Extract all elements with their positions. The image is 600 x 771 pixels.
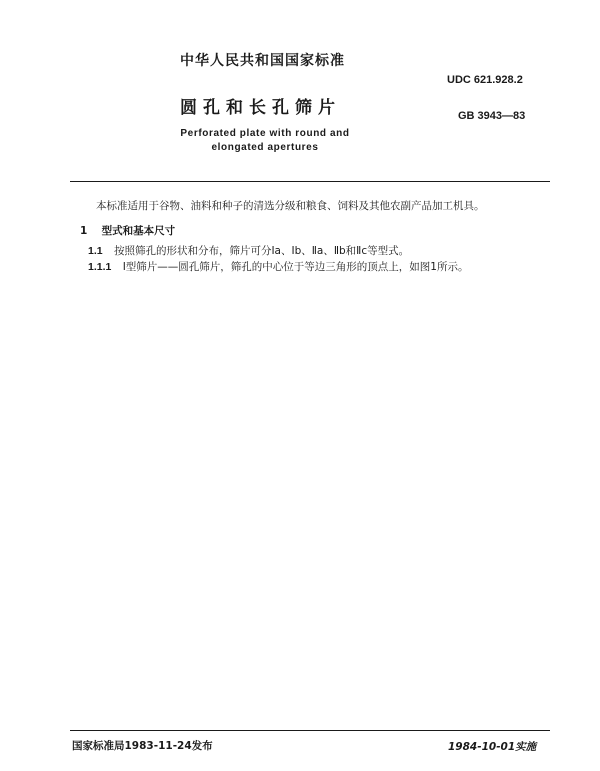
national-standard-heading: 中华人民共和国国家标准 (180, 53, 345, 69)
scope-paragraph: 本标准适用于谷物、油料和种子的清选分级和粮食、饲料及其他农副产品加工机具。 (96, 200, 485, 212)
english-title-line-2: elongated apertures (211, 142, 319, 153)
document-title: 圆孔和长孔筛片 (180, 98, 341, 118)
gb-standard-number: GB 3943—83 (458, 110, 526, 122)
english-title-line-1: Perforated plate with round and (180, 128, 350, 139)
udc-code: UDC 621.928.2 (447, 74, 523, 86)
clause-1-1-1 (88, 259, 468, 274)
clause-number: 1.1 (88, 245, 103, 257)
section-heading (80, 223, 175, 238)
clause-text: 按照筛孔的形状和分布，筛片可分Ⅰa、Ⅰb、Ⅱa、Ⅱb和Ⅱc等型式。 (113, 245, 410, 257)
section-number: 1 (80, 225, 88, 237)
english-title (150, 127, 380, 155)
section-title: 型式和基本尺寸 (101, 225, 176, 237)
effective-date: 1984-10-01实施 (448, 741, 537, 753)
clause-1-1 (88, 243, 409, 258)
footer-divider (70, 730, 550, 731)
header-divider (70, 181, 550, 182)
clause-text: Ⅰ型筛片——圆孔筛片，筛孔的中心位于等边三角形的顶点上，如图1所示。 (122, 261, 469, 273)
clause-number: 1.1.1 (88, 261, 112, 273)
issue-date: 国家标准局1983-11-24发布 (72, 740, 213, 752)
